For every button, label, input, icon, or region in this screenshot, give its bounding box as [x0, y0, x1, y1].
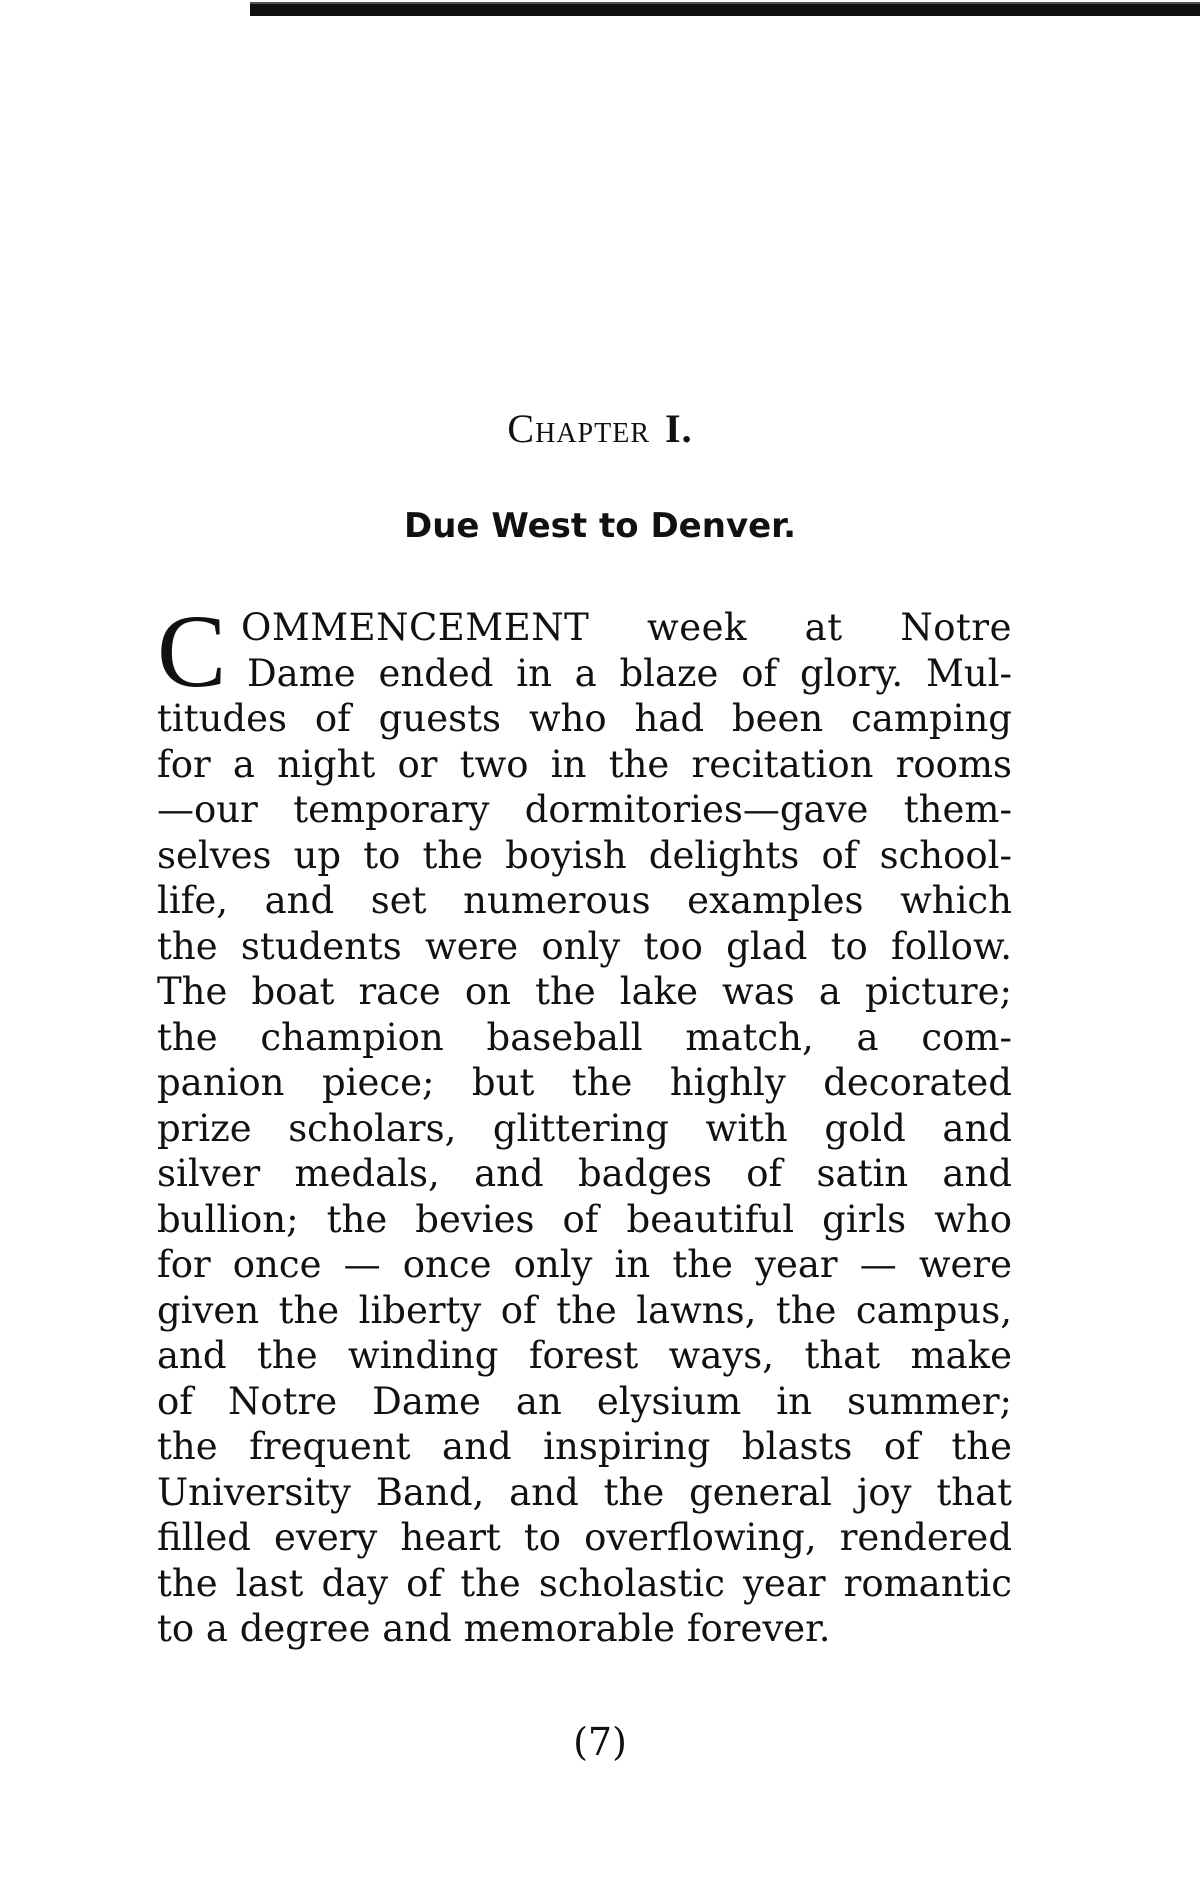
text-line: the frequent and inspiring blasts of the: [157, 1425, 1012, 1468]
text-line: for a night or two in the recitation rooms: [157, 742, 1012, 786]
text-line: and the winding forest ways, that make: [157, 1334, 1012, 1377]
text-line: to a degree and memorable forever.: [157, 1607, 831, 1650]
text-line: bullion; the bevies of beautiful girls who: [157, 1197, 1012, 1241]
text-line: given the liberty of the lawns, the campus,: [157, 1288, 1012, 1332]
text-line-content: OMMENCEMENT week at Notre: [241, 606, 1012, 649]
text-line: —our temporary dormitories—gave them-: [157, 788, 1012, 831]
top-edge-rule: [250, 4, 1200, 16]
text-line: titudes of guests who had been camping: [157, 697, 1012, 740]
chapter-label: Chapter: [507, 406, 650, 451]
text-line: the champion baseball match, a com-: [157, 1015, 1012, 1059]
text-line: University Band, and the general joy that: [157, 1470, 1012, 1514]
chapter-title: Due West to Denver.: [404, 506, 796, 546]
text-line: filled every heart to overflowing, rendered: [157, 1516, 1012, 1559]
text-line: panion piece; but the highly decorated: [157, 1061, 1012, 1104]
text-line: The boat race on the lake was a picture;: [157, 970, 1012, 1013]
page-number: (7): [573, 1720, 627, 1764]
text-line: silver medals, and badges of satin and: [157, 1152, 1012, 1195]
text-line: of Notre Dame an elysium in summer;: [157, 1379, 1012, 1423]
chapter-heading: [0, 405, 1200, 452]
text-line: selves up to the boyish delights of school-: [157, 833, 1012, 877]
text-line: life, and set numerous examples which: [157, 879, 1012, 922]
drop-cap: C: [157, 594, 227, 709]
text-line: Dame ended in a blaze of glory. Mul-: [247, 651, 1012, 695]
text-line: the students were only too glad to follow.: [157, 924, 1012, 968]
text-line: for once — once only in the year — were: [157, 1243, 1012, 1286]
body-paragraph: [157, 594, 1012, 1652]
chapter-number: I.: [665, 406, 693, 451]
text-line: prize scholars, glittering with gold and: [157, 1106, 1012, 1150]
text-line: the last day of the scholastic year romantic: [157, 1561, 1012, 1605]
